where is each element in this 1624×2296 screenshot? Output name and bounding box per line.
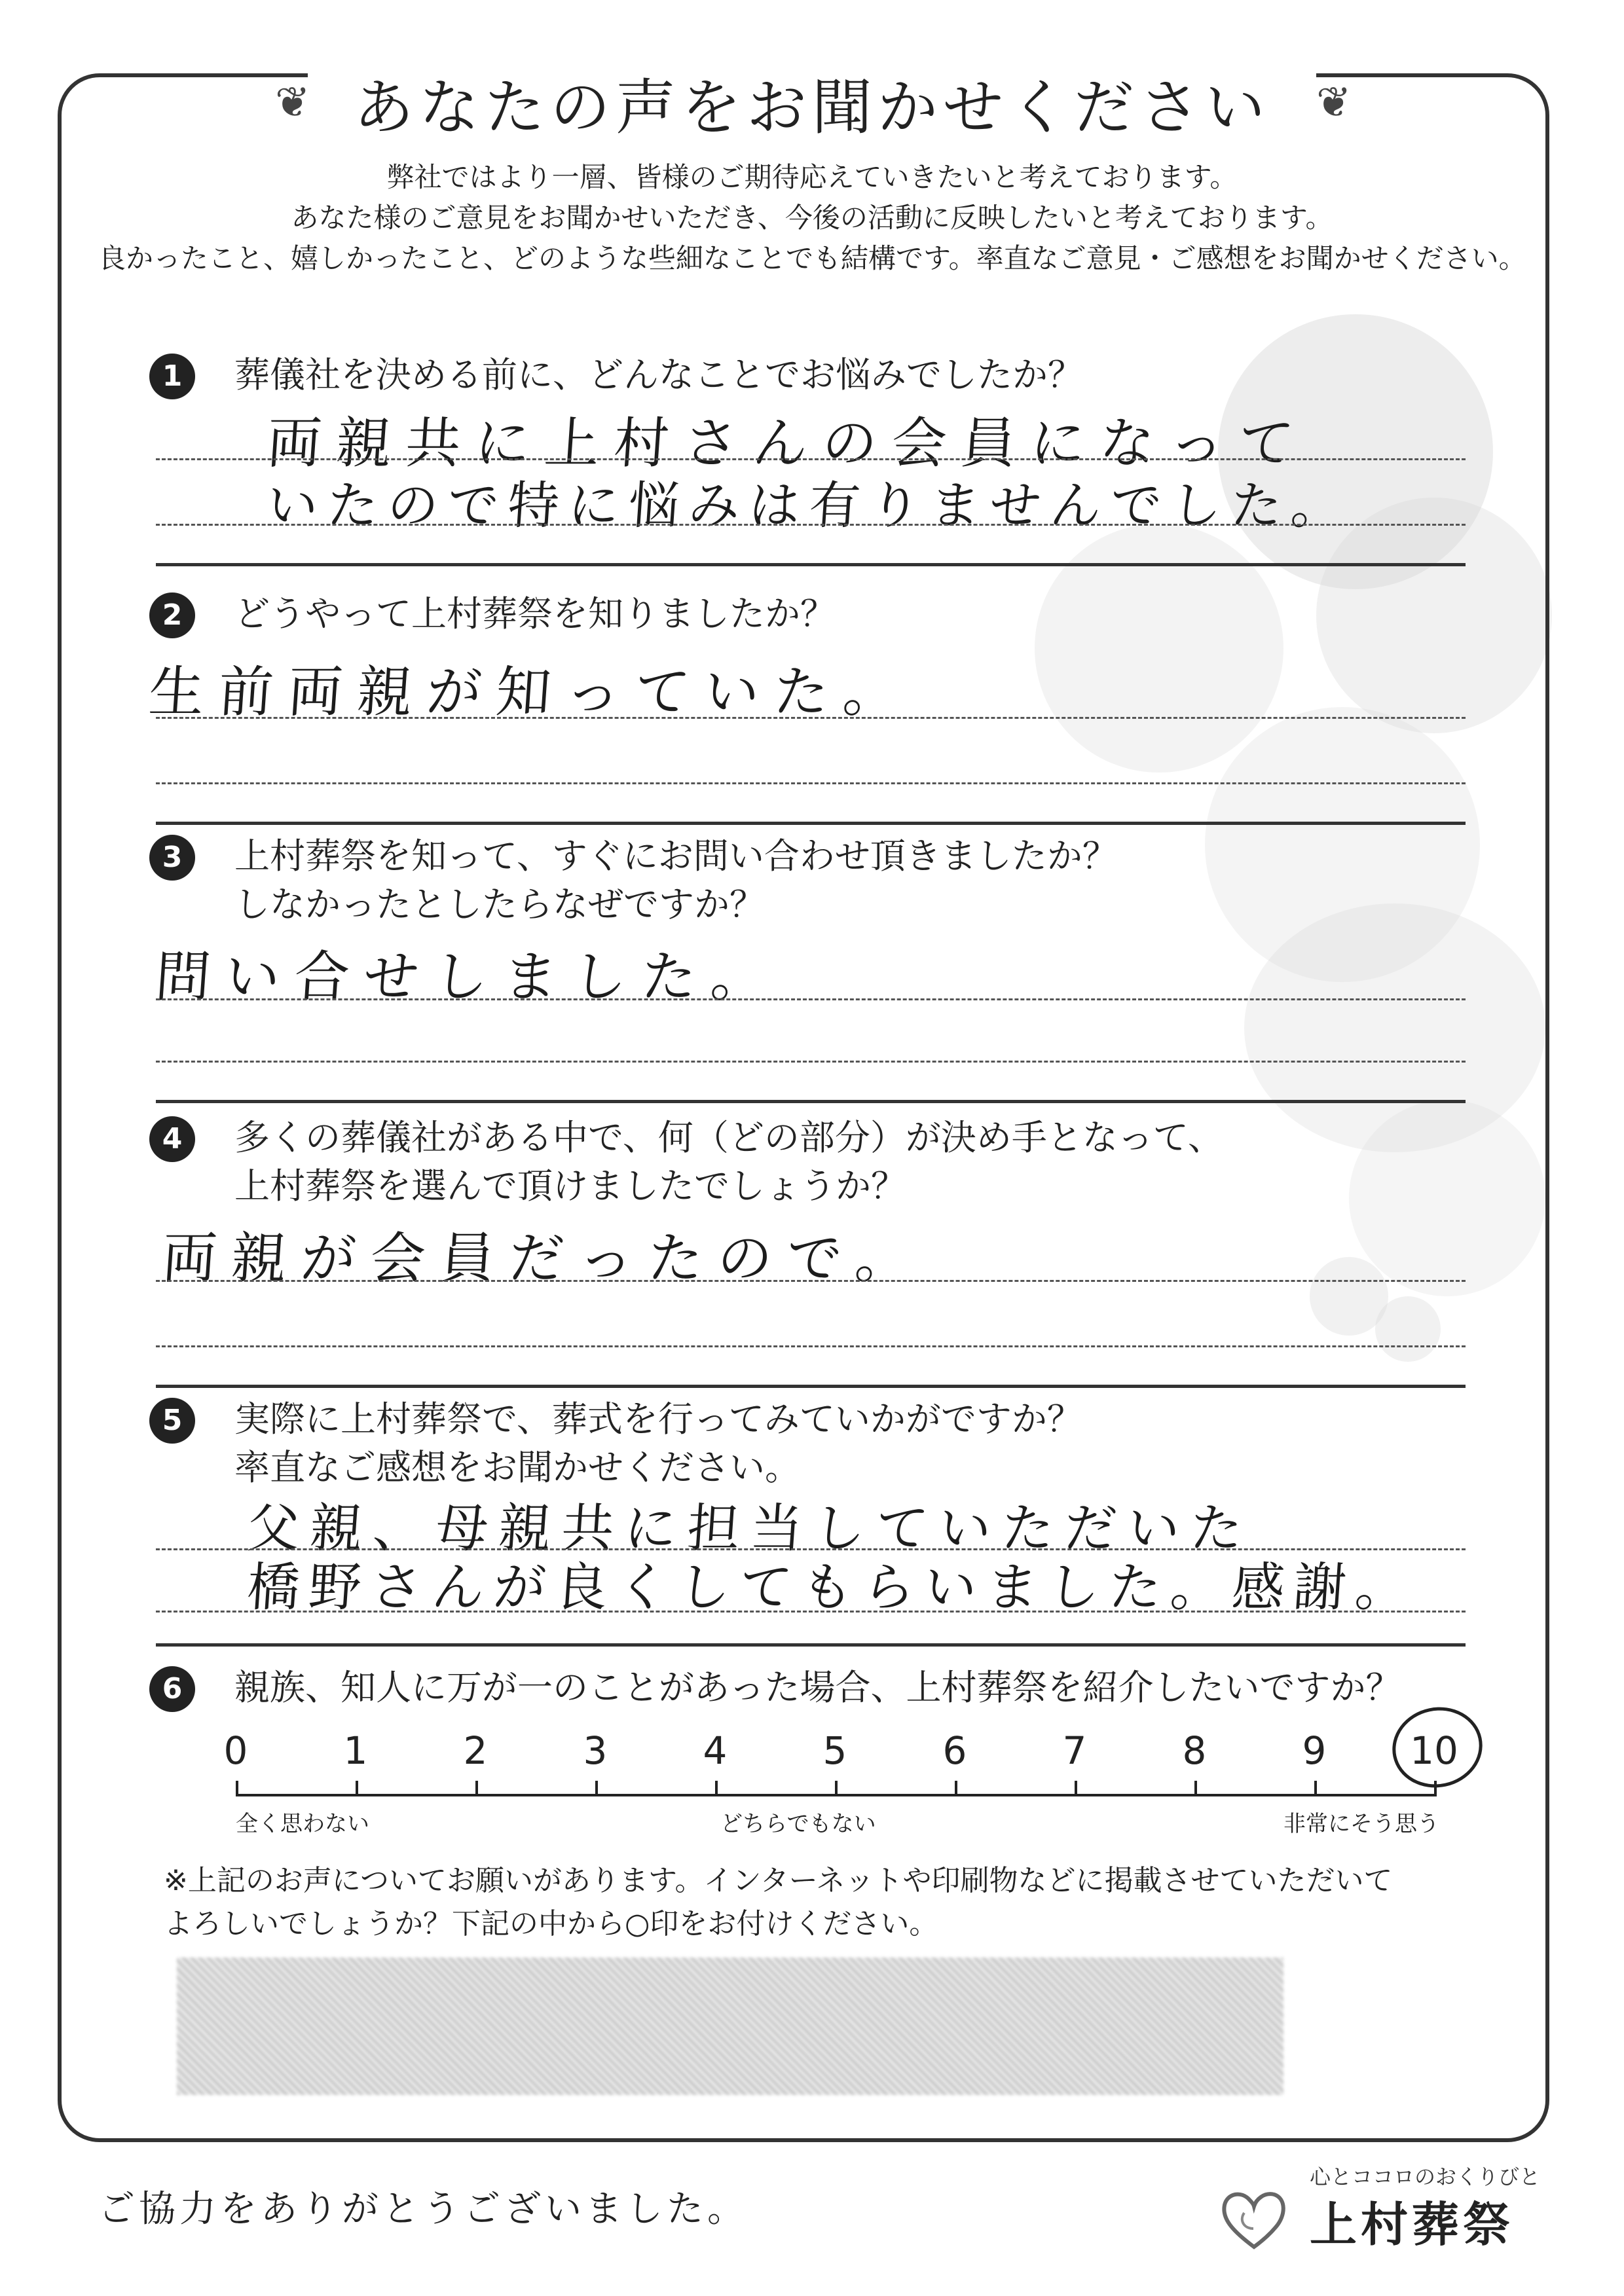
question-separator	[156, 1385, 1466, 1388]
page-title: あなたの声をお聞かせください	[353, 73, 1270, 143]
question-number-badge: 5	[149, 1398, 195, 1444]
question-text: 葬儀社を決める前に、どんなことでお悩みでしたか？	[234, 354, 1083, 395]
answer-line	[156, 1280, 1466, 1282]
scale-tick	[835, 1781, 838, 1796]
answer-line	[156, 1345, 1466, 1347]
rating-scale	[223, 1728, 1480, 1837]
intro-text	[98, 157, 1526, 279]
scale-tick	[1314, 1781, 1317, 1796]
scale-tick	[1194, 1781, 1197, 1796]
answer-line	[156, 524, 1466, 526]
redacted-area	[177, 1958, 1283, 2095]
question-number-badge: 4	[149, 1116, 195, 1162]
question-number-badge: 6	[149, 1666, 195, 1712]
scale-number-2: 2	[463, 1728, 488, 1773]
heart-logo-icon	[1218, 2187, 1290, 2252]
scale-number-1: 1	[343, 1728, 368, 1773]
question-number-badge: 2	[149, 592, 195, 638]
note-line: よろしいでしょうか？下記の中から○印をお付けください。	[164, 1907, 938, 1941]
scale-tick	[715, 1781, 718, 1796]
question-separator	[156, 1100, 1466, 1103]
publication-note	[164, 1859, 1506, 1946]
answer-line	[156, 458, 1466, 460]
handwritten-answer: 橋野さんが良くしてもらいました。感謝。	[245, 1557, 1419, 1618]
answer-line	[156, 717, 1466, 719]
scale-tick	[955, 1781, 957, 1796]
intro-line: 弊社ではより一層、皆様のご期待応えていきたいと考えております。	[386, 161, 1238, 193]
question-separator	[156, 563, 1466, 566]
scale-label-mid: どちらでもない	[720, 1811, 876, 1837]
thanks-message: ご協力をありがとうございました。	[98, 2188, 748, 2231]
scale-tick	[356, 1781, 358, 1796]
scale-number-8: 8	[1182, 1728, 1207, 1773]
question-text: 上村葬祭を選んで頂けましたでしょうか？	[234, 1165, 906, 1207]
logo-tagline: 心とココロのおくりびと	[1310, 2164, 1541, 2189]
right-flourish-icon: ❦	[1316, 79, 1352, 127]
question-text: 多くの葬儀社がある中で、何（どの部分）が決め手となって、	[234, 1117, 1223, 1158]
scale-tick	[595, 1781, 598, 1796]
intro-line: あなた様のご意見をお聞かせいただき、今後の活動に反映したいと考えております。	[291, 202, 1333, 234]
scale-number-3: 3	[583, 1728, 608, 1773]
scale-tick	[1075, 1781, 1077, 1796]
question-text: どうやって上村葬祭を知りましたか？	[234, 593, 836, 634]
scale-number-5: 5	[822, 1728, 847, 1773]
handwritten-answer: 両親が会員だったので。	[160, 1226, 927, 1290]
answer-line	[156, 998, 1466, 1000]
scale-tick	[236, 1781, 238, 1796]
question-text: 上村葬祭を知って、すぐにお問い合わせ頂きましたか？	[234, 835, 1118, 877]
scale-number-9: 9	[1302, 1728, 1327, 1773]
handwritten-answer: 父親、母親共に担当していただいた	[245, 1498, 1255, 1559]
handwritten-answer: 生前両親が知っていた。	[147, 660, 915, 724]
question-number-badge: 1	[149, 354, 195, 399]
handwritten-answer: 両親共に上村さんの会員になって	[265, 411, 1310, 475]
logo-name: 上村葬祭	[1310, 2197, 1515, 2252]
scale-tick	[475, 1781, 478, 1796]
question-text: しなかったとしたらなぜですか？	[234, 884, 765, 925]
question-separator	[156, 822, 1466, 825]
title-area	[308, 59, 1316, 157]
scale-label-low: 全く思わない	[236, 1811, 369, 1837]
question-text: 親族、知人に万が一のことがあった場合、上村葬祭を紹介したいですか？	[234, 1667, 1401, 1708]
intro-line: 良かったこと、嬉しかったこと、どのような些細なことでも結構です。率直なご意見・ご感想をお聞かせください。	[98, 242, 1526, 274]
scale-number-6: 6	[942, 1728, 967, 1773]
handwritten-answer: 問い合せしました。	[153, 945, 783, 1009]
company-logo	[1218, 2160, 1541, 2259]
question-separator	[156, 1643, 1466, 1647]
scale-number-7: 7	[1062, 1728, 1087, 1773]
answer-line	[156, 782, 1466, 784]
question-text: 実際に上村葬祭で、葬式を行ってみていかがですか？	[234, 1398, 1082, 1440]
scale-label-high: 非常にそう思う	[1283, 1811, 1439, 1837]
note-line: ※上記のお声についてお願いがあります。インターネットや印刷物などに掲載させていただいて	[164, 1864, 1393, 1897]
answer-line	[156, 1611, 1466, 1613]
scale-number-4: 4	[703, 1728, 728, 1773]
question-text: 率直なご感想をお聞かせください。	[234, 1447, 800, 1488]
question-number-badge: 3	[149, 835, 195, 881]
scale-number-0: 0	[223, 1728, 248, 1773]
handwritten-answer: いたので特に悩みは有りませんでした。	[265, 477, 1354, 536]
answer-line	[156, 1061, 1466, 1063]
left-flourish-icon: ❦	[275, 79, 310, 127]
scale-number-10: 10	[1410, 1728, 1458, 1773]
